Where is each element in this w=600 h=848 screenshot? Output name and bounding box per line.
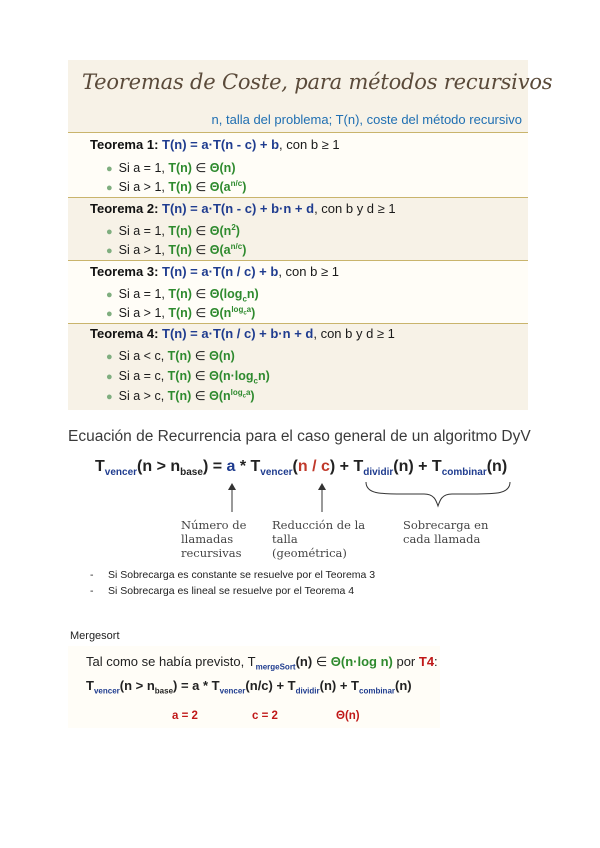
eq-base-sub: base [180, 467, 203, 479]
case-result: Θ(a [209, 180, 231, 195]
mergesort-label: Mergesort [70, 630, 120, 642]
case-result-base: c [242, 294, 247, 304]
case-in: ∈ [191, 306, 210, 321]
case-result-end: n) [246, 287, 259, 301]
theorem-condition: , con b y d ≥ 1 [314, 201, 396, 216]
case-result-exp-end: a [245, 388, 251, 397]
case-result-exp: n/c [230, 179, 243, 188]
case-result-exp: log [230, 388, 243, 397]
ms2-t2-sub: vencer [219, 686, 246, 696]
mergesort-line1 [86, 654, 438, 672]
case-result-exp-base: c [243, 310, 247, 317]
mergesort-line2 [86, 678, 412, 696]
ms-in: ∈ [312, 654, 331, 669]
theorem-label: Teorema 1: [90, 137, 159, 152]
ms-colon: : [434, 654, 438, 669]
bullet-icon: ● [106, 371, 113, 383]
ms2-t: T [86, 678, 94, 693]
eq-equals: ) = [202, 458, 227, 475]
ms2-cond: (n > n [119, 678, 155, 693]
eq-open: ( [292, 458, 298, 475]
eq-comb-arg: (n) [486, 458, 508, 475]
eq-t2-sub: vencer [260, 467, 293, 479]
bullet-icon: ● [106, 289, 113, 301]
case-result: Θ(n [209, 306, 232, 321]
case-t: T(n) [167, 389, 192, 404]
case-condition: Si a = 1, [118, 287, 169, 301]
ms-pre: Tal como se había previsto, T [86, 654, 256, 669]
ms-por: por [392, 654, 419, 669]
theta-value: Θ(n) [336, 710, 360, 722]
ms2-nc: (n/c) + T [245, 678, 296, 693]
note-text: Si Sobrecarga es constante se resuelve por el Teorema 3 [108, 569, 376, 581]
overhead-brace [366, 482, 510, 506]
case-condition: Si a = 1, [118, 161, 169, 175]
eq-div-arg: (n) [393, 458, 414, 475]
eq-a: a [226, 458, 236, 475]
case-result-exp: n/c [230, 242, 243, 251]
case-result-end: ) [242, 180, 247, 195]
case-result-exp-end: a [246, 305, 252, 314]
case-t: T(n) [167, 369, 192, 383]
case-condition: Si a = c, [118, 369, 168, 383]
slide-title: Teoremas de Coste, para métodos recursivos [82, 70, 553, 94]
eq-times: * T [235, 458, 261, 475]
arrow-a-head [228, 483, 236, 490]
case-in: ∈ [191, 287, 210, 301]
theorem-label: Teorema 2: [90, 201, 159, 216]
slide-subtitle: n, talla del problema; T(n), coste del método recursivo [211, 112, 522, 127]
arrow-c-head [318, 483, 326, 490]
case-t: T(n) [168, 287, 192, 301]
bullet-icon: ● [106, 226, 113, 239]
theorem-formula: T(n) = a·T(n - c) + b·n + d [162, 201, 315, 216]
case-in: ∈ [191, 161, 210, 175]
ms2-comb-sub: combinar [359, 686, 396, 696]
case-result: Θ(n) [209, 349, 235, 363]
ms-t-sub: mergeSort [255, 662, 296, 672]
case-t: T(n) [168, 306, 192, 321]
recurrence-title: Ecuación de Recurrencia para el caso general de un algoritmo DyV [68, 428, 531, 445]
dash: - [90, 585, 94, 597]
eq-nc: n / c [297, 458, 330, 475]
case-condition: Si a > 1, [118, 306, 169, 321]
case-condition: Si a < c, [118, 349, 168, 363]
case-result-end: ) [235, 224, 240, 239]
case-condition: Si a > 1, [118, 180, 169, 195]
note-row [90, 569, 375, 581]
case-result-exp: 2 [231, 223, 236, 232]
case-result: Θ(log [209, 287, 243, 301]
eq-plus-t: + T [413, 458, 442, 475]
case-result-end: ) [251, 306, 256, 321]
note-row [90, 585, 354, 597]
case-result-base: c [253, 376, 258, 386]
eq-close: ) [329, 458, 336, 475]
theorem-label: Teorema 3: [90, 264, 159, 279]
case-t: T(n) [168, 161, 192, 175]
theorem-condition: , con b y d ≥ 1 [313, 326, 395, 341]
dash: - [90, 569, 94, 581]
theorem-formula: T(n) = a·T(n - c) + b [162, 137, 280, 152]
c-value: c = 2 [252, 710, 278, 722]
ms2-equals: ) = a * T [173, 678, 220, 693]
case-in: ∈ [191, 369, 210, 383]
eq-t: T [95, 458, 105, 475]
case-result: Θ(n) [209, 161, 236, 175]
ms2-t-sub: vencer [93, 686, 120, 696]
theorem-condition: , con b ≥ 1 [278, 264, 339, 279]
bullet-icon: ● [106, 182, 113, 195]
case-result: Θ(a [209, 243, 231, 258]
case-result-exp: log [231, 305, 244, 314]
theorem-formula: T(n) = a·T(n / c) + b [162, 264, 279, 279]
case-in: ∈ [191, 389, 210, 404]
case-result-end: n) [257, 369, 270, 383]
ms2-comb-arg: (n) [395, 678, 412, 693]
ms-t4: T4 [418, 654, 435, 669]
ms2-div-sub: dividir [295, 686, 320, 696]
case-t: T(n) [168, 180, 192, 195]
eq-div-sub: dividir [363, 467, 394, 479]
case-condition: Si a > 1, [118, 243, 169, 258]
a-annotation: Número de llamadas recursivas [181, 518, 247, 560]
case-t: T(n) [168, 224, 192, 239]
eq-t-sub: vencer [104, 467, 138, 479]
theorem-formula: T(n) = a·T(n / c) + b·n + d [162, 326, 314, 341]
bullet-icon: ● [106, 163, 113, 175]
eq-cond: (n > n [137, 458, 181, 475]
case-result: Θ(n [209, 224, 232, 239]
case-result: Θ(n·log [209, 369, 254, 383]
case-result-exp-base: c [242, 393, 246, 400]
case-t: T(n) [167, 349, 192, 363]
eq-plus-t: + T [335, 458, 364, 475]
case-in: ∈ [191, 224, 210, 239]
bullet-icon: ● [106, 391, 113, 404]
c-annotation: Reducción de la talla (geométrica) [272, 518, 366, 560]
a-value: a = 2 [172, 710, 198, 722]
case-in: ∈ [191, 180, 210, 195]
bullet-icon: ● [106, 351, 113, 363]
theorem-label: Teorema 4: [90, 326, 159, 341]
eq-comb-sub: combinar [441, 467, 487, 479]
overhead-annotation: Sobrecarga en cada llamada [403, 518, 489, 546]
ms2-div-arg: (n) + T [319, 678, 359, 693]
bullet-icon: ● [106, 308, 113, 321]
theorem-condition: , con b ≥ 1 [279, 137, 340, 152]
case-in: ∈ [191, 243, 210, 258]
bullet-icon: ● [106, 245, 113, 258]
ms-arg: (n) [295, 654, 313, 669]
case-result-end: ) [242, 243, 247, 258]
case-result-end: ) [250, 389, 255, 404]
case-condition: Si a = 1, [118, 224, 169, 239]
case-in: ∈ [191, 349, 210, 363]
note-text: Si Sobrecarga es lineal se resuelve por el Teorema 4 [108, 585, 355, 597]
ms-result: Θ(n·log n) [330, 654, 393, 669]
case-result: Θ(n [209, 389, 231, 404]
case-condition: Si a > c, [118, 389, 168, 404]
case-t: T(n) [168, 243, 192, 258]
ms2-base-sub: base [154, 686, 174, 696]
